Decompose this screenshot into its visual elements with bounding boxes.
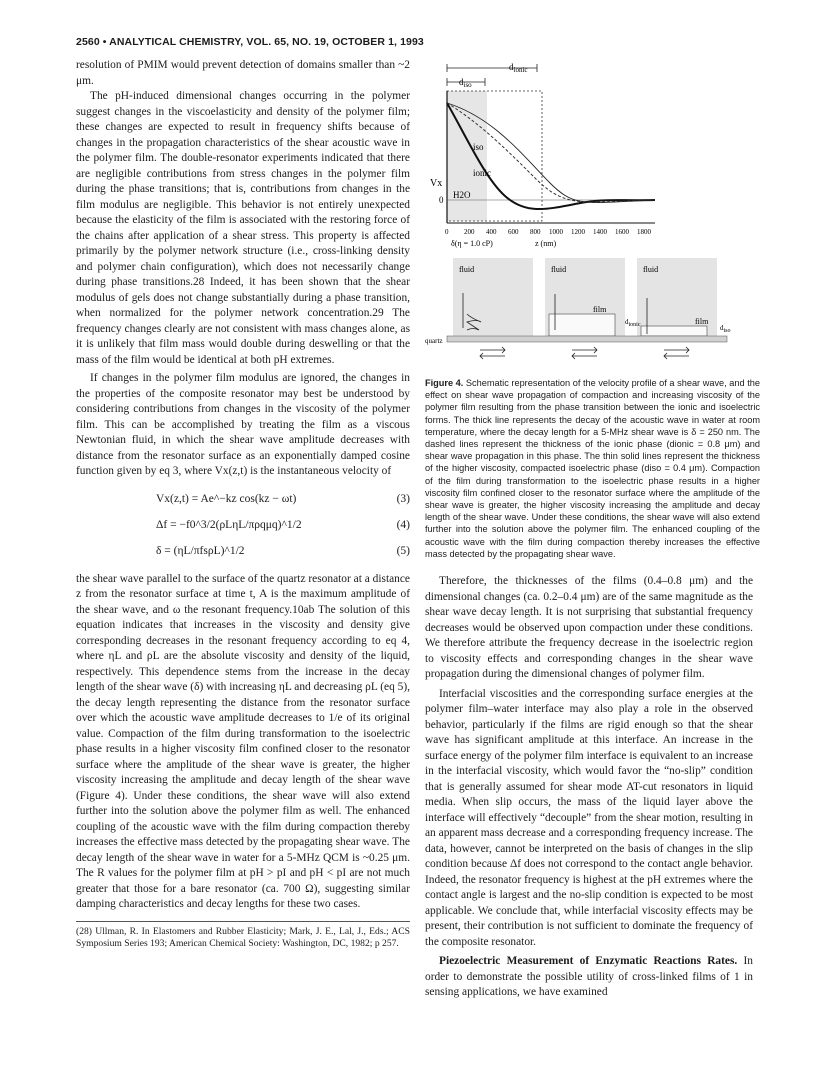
paragraph: Therefore, the thicknesses of the films (0.4–0.8 μm) and the dimensional changes (ca. 0.2–0.4 μm) are of the same magnitude as the shear wave decay length. It is not surprising that substantial frequency decreases would be observed upon compaction under these conditions. We therefore attribute the frequency decrease in the isoelectric region to viscosity effects and corresponding changes in the shear wave propagation during the dimensional changes of polymer film. (425, 575, 753, 681)
equation-number: (5) (396, 544, 410, 557)
y-zero-label: 0 (439, 195, 444, 205)
quartz-substrate (447, 336, 727, 342)
equation-text: Δf = −f0^3/2(ρLηL/πρqμq)^1/2 (156, 518, 302, 531)
x-tick: 1800 (637, 228, 651, 236)
caption-label: Figure 4. (425, 378, 464, 388)
paragraph: the shear wave parallel to the surface of the quartz resonator at a distance z from the resonator surface at time t, A is the maximum amplitude of the shear wave, and ω the resonant frequency.10ab The solution of this equation indicates that increases in the viscosity and density give corresponding decreases in the resonant frequency according to eq 4, where ηL and ρL are the absolute viscosity and density of the liquid, respectively. This dependence stems from the increase in the decay length of the shear wave (δ) with increasing ηL and decreasing ρL (eq 5), the decay length representing the distance from the resonator surface over which the acoustic wave amplitude decreases to 1/e of its original value. Compaction of the film during transformation to the isoelectric phase results in a higher viscosity film confined closer to the resonator surface where the amplitude of the shear wave is greater, the higher viscosity increasing the amplitude and decay length of the shear wave (Figure 4). Under these conditions, the shear wave will also extend further into the solution above the polymer film as well. The enhanced coupling of the acoustic wave with the film during compaction thereby increases the effective mass detected by the propagating shear wave. The decay length of the shear wave in water for a 5-MHz QCM is ~0.25 μm. The R values for the polymer film at pH > pI and pH < pI are not much greater that those for a bare resonator (ca. 700 Ω), suggesting similar damping characteristics and decay lengths for these two cases. (76, 572, 410, 910)
left-column (76, 58, 410, 950)
panel-label-film: film (593, 305, 607, 314)
right-column (425, 58, 760, 1001)
label-ionic: ionic (473, 168, 491, 178)
panel-label-fluid: fluid (459, 265, 475, 274)
x-tick: 200 (464, 228, 475, 236)
equation-number: (3) (396, 492, 410, 505)
x-axis-label: z (nm) (535, 239, 557, 248)
equation-text: Vx(z,t) = Ae^−kz cos(kz − ωt) (156, 492, 297, 505)
panel-d-ionic: dionic (625, 318, 641, 328)
x-tick: 800 (530, 228, 541, 236)
panel-fluid (453, 258, 533, 336)
x-tick: 1000 (549, 228, 563, 236)
caption-text: Schematic representation of the velocity profile of a shear wave, and the effect on shear wave propagation of compaction and increasing viscosity of the polymer film resulting from the phase transition between the ionic and isoelectric forms. The thick line represents the decay of the acoustic wave in water at room temperature, where the decay length for a 5-MHz shear wave is δ = 250 nm. The dashed lines represent the thickness of the ionic phase (dionic = 0.8 μm) and shear wave propagation in this phase. The thin solid lines represent the thickness of the higher viscosity, compacted isoelectric phase (diso = 0.4 μm). Compaction of the film during transformation to the isoelectric phase results in a higher viscosity film confined closer to the resonator surface where the amplitude of the shear wave is greater, the higher viscosity increasing the amplitude and decay length of the shear wave. Under these conditions, the shear wave will also extend further into the solution above the polymer film. The enhanced coupling of the acoustic wave with the film during compaction thereby increases the effective mass detected by the propagating shear wave. (425, 378, 760, 559)
running-header: 2560 • ANALYTICAL CHEMISTRY, VOL. 65, NO. 19, OCTOBER 1, 1993 (76, 36, 424, 48)
panel-label-fluid: fluid (551, 265, 567, 274)
section-heading: Piezoelectric Measurement of Enzymatic Reactions Rates. (439, 955, 738, 968)
label-d-iso: $d_{iso}$ (459, 77, 472, 89)
label-quartz: quartz (425, 337, 443, 345)
x-tick-labels (445, 228, 652, 236)
equation-5 (76, 538, 410, 564)
panel-label-fluid: fluid (643, 265, 659, 274)
paragraph (425, 954, 753, 1001)
x-tick: 1400 (593, 228, 607, 236)
equation-number: (4) (396, 518, 410, 531)
equation-3 (76, 486, 410, 512)
paragraph: resolution of PMIM would prevent detection of domains smaller than ~2 μm. (76, 59, 410, 87)
x-tick: 400 (486, 228, 497, 236)
label-d-ionic: $d_{ionic}$ (509, 62, 528, 74)
iso-region (447, 91, 487, 221)
paragraph-text: In order to demonstrate the possible utility of cross-linked films of 1 in sensing applications, we have examined (425, 955, 753, 999)
footnote: (28) Ullman, R. In Elastomers and Rubber Elasticity; Mark, J. E., Lal, J., Eds.; ACS Symposium Series 193; American Chemical Society: Washington, DC, 1982; p 257. (76, 921, 410, 950)
panel-iso (637, 258, 717, 336)
paragraph: The pH-induced dimensional changes occurring in the polymer suggest changes in the viscoelasticity and density of the polymer film; these changes are expected to result in frequency shifts because of changes in the propagation characteristics of the shear acoustic wave in the polymer film. The double-resonator experiments indicated that there are negligible contributions from stress changes in the polymer film during the phase transitions; that is, contributions from changes in the film modulus are negligible. This behavior is not entirely unexpected because the elasticity of the film is associated with the restoring force of the chains after application of a shear stress. This property is affected primarily by the polymer network structure (i.e., cross-linking density and polymer chain configuration), which does not necessarily change during phase transitions.28 Indeed, it has been shown that the shear modulus of gels does not change substantially during a phase transition, when normalized for the polymer network concentration.29 The frequency changes clearly are not consistent with mass changes alone, as it is unlikely that film mass would double during deswelling or that the mass of the film would be identical at both pH extremes. (76, 90, 410, 366)
x-tick: 0 (445, 228, 449, 236)
figure-caption (425, 377, 760, 560)
panel-ionic (545, 258, 625, 336)
x-tick: 1200 (571, 228, 585, 236)
equation-text: δ = (ηL/πfsρL)^1/2 (156, 544, 245, 557)
panel-label-film: film (695, 317, 709, 326)
paragraph: If changes in the polymer film modulus are ignored, the changes in the properties of the composite resonator may best be understood by considering contributions from changes in the viscosity of the polymer film. This can be accomplished by treating the film as a viscous Newtonian fluid, in which the shear wave amplitude decreases with distance from the resonator surface as an exponentially damped cosine function given by eq 3, where Vx(z,t) is the instantaneous velocity of (76, 372, 410, 477)
equation-4 (76, 512, 410, 538)
paragraph: Interfacial viscosities and the corresponding surface energies at the polymer film–water interface may also play a role in the observed behavior, particularly if the films are rigid enough so that the shear wave has significant amplitude at this interface. An increase in the surface energy of the polymer film interface is equivalent to an increase in the interfacial viscosity, which would favor the “no-slip” condition that is generally assumed for shear mode AT-cut resonators in liquid media. When slip occurs, the mass of the liquid layer above the interface will effectively “decouple” from the shear motion, resulting in an apparent mass decrease and a corresponding frequency increase. The data, however, cannot be interpreted on the basis of changes in the slip condition because Δf does not correspond to the contact angle behavior. Indeed, the resonator frequency is highest at the pH extremes where the contact angle is largest and the no-slip condition is expected to be most applicable. We conclude that, while interfacial viscosity effects may be present, their contribution is not sufficient to dominate the frequency of the composite resonator. (425, 687, 753, 948)
x-tick: 1600 (615, 228, 629, 236)
x-axis-note: δ(η = 1.0 cP) (451, 239, 493, 248)
y-axis-label: Vx (430, 178, 443, 189)
x-tick: 600 (508, 228, 519, 236)
label-iso: iso (473, 142, 484, 152)
label-h2o: H2O (453, 190, 471, 200)
figure-4-diagram (425, 58, 753, 366)
panel-d-iso: diso (720, 324, 731, 334)
shear-arrows (480, 347, 689, 359)
